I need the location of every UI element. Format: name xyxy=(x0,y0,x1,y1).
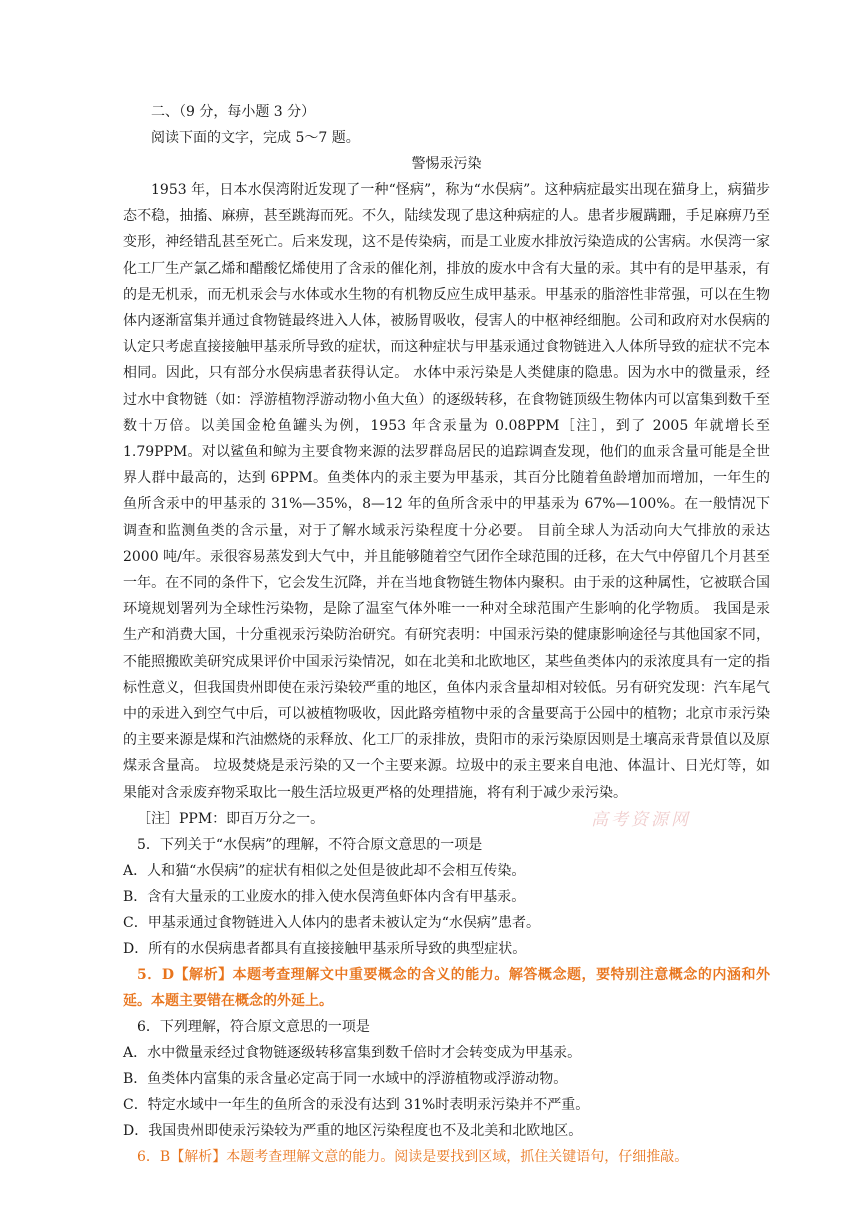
question-6-answer: 6．B【解析】本题考查理解文意的能力。阅读是要找到区域，抓住关键语句，仔细推敲。 xyxy=(137,1148,689,1165)
article-title: 警惕汞污染 xyxy=(411,156,482,172)
question-6-option-d: D．我国贵州即使汞污染较为严重的地区污染程度也不及北美和北欧地区。 xyxy=(123,1122,583,1139)
question-6-option-b: B．鱼类体内富集的汞含量必定高于同一水域中的浮游植物或浮游动物。 xyxy=(123,1070,568,1087)
watermark: 高考资源网 xyxy=(591,810,691,830)
question-5-answer: 5．D【解析】本题考查理解文中重要概念的含义的能力。解答概念题，要特别注意概念的内涵和外延。本题主要错在概念的外延上。 xyxy=(123,966,770,1009)
question-5-option-b: B．含有大量汞的工业废水的排入使水俣湾鱼虾体内含有甲基汞。 xyxy=(123,888,526,905)
question-5-option-d: D．所有的水俣病患者都具有直接接触甲基汞所导致的典型症状。 xyxy=(123,940,527,957)
question-6-stem: 6．下列理解，符合原文意思的一项是 xyxy=(137,1018,370,1035)
footnote: ［注］PPM：即百万分之一。 xyxy=(137,810,325,827)
instruction: 阅读下面的文字，完成 5～7 题。 xyxy=(151,130,360,146)
question-5-option-c: C．甲基汞通过食物链进入人体内的患者未被认定为“水俣病”患者。 xyxy=(123,914,541,931)
document-page xyxy=(123,99,770,1170)
question-6-option-c: C．特定水域中一年生的鱼所含的汞没有达到 31%时表明汞污染并不严重。 xyxy=(123,1096,590,1113)
question-5-stem: 5．下列关于“水俣病”的理解，不符合原文意思的一项是 xyxy=(137,836,483,853)
question-6-option-a: A．水中微量汞经过食物链逐级转移富集到数千倍时才会转变成为甲基汞。 xyxy=(123,1044,582,1061)
article-text: 1953 年，日本水俣湾附近发现了一种“怪病”，称为“水俣病”。这种病症最实出现在猫身上，病猫步态不稳，抽搐、麻痹，甚至跳海而死。不久，陆续发现了患这种病症的人。患者步履蹒跚，手足麻痹乃至变形，神经错乱甚至死亡。后来发现，这不是传染病，而是工业废水排放污染造成的公害病。水俣湾一家化工厂生产氯乙烯和醋酸忆烯使用了含汞的催化剂，排放的废水中含有大量的汞。其中有的是甲基汞，有的是无机汞，而无机汞会与水体或水生物的有机物反应生成甲基汞。甲基汞的脂溶性非常强，可以在生物体内逐渐富集并通过食物链最终进入人体，被肠胃吸收，侵害人的中枢神经细胞。公司和政府对水俣病的认定只考虑直接接触甲基汞所导致的症状，而这种症状与甲基汞通过食物链进入人体所导致的症状不完本相同。因此，只有部分水俣病患者获得认定。 水体中汞污染是人类健康的隐患。因为水中的微量汞，经过水中食物链（如：浮游植物浮游动物小鱼大鱼）的逐级转移，在食物链顶级生物体内可以富集到数千至数十万倍。以美国金枪鱼罐头为例，1953 年含汞量为 0.08PPM［注］，到了 2005 年就增长至 1.79PPM。对以鲨鱼和鲸为主要食物来源的法罗群岛居民的追踪调查发现，他们的血汞含量可能是全世界人群中最高的，达到 6PPM。鱼类体内的汞主要为甲基汞，其百分比随着鱼龄增加而增加，一年生的鱼所含汞中的甲基汞的 31%—35%，8—12 年的鱼所含汞中的甲基汞为 67%—100%。在一般情况下调查和监测鱼类的含示量，对于了解水域汞污染程度十分必要。 目前全球人为活动向大气排放的汞达 2000 吨/年。汞很容易蒸发到大气中，并且能够随着空气团作全球范围的迁移，在大气中停留几个月甚至一年。在不同的条件下，它会发生沉降，并在当地食物链生物体内聚积。由于汞的这种属性，它被联合国环境规划署列为全球性污染物，是除了温室气体外唯一一种对全球范围产生影响的化学物质。 我国是汞生产和消费大国，十分重视汞污染防治研究。有研究表明：中国汞污染的健康影响途径与其他国家不同，不能照搬欧美研究成果评价中国汞污染情况，如在北美和北欧地区，某些鱼类体内的汞浓度具有一定的指标性意义，但我国贵州即使在汞污染较严重的地区，鱼体内汞含量却相对较低。另有研究发现：汽车尾气中的汞进入到空气中后，可以被植物吸收，因此路旁植物中汞的含量要高于公园中的植物；北京市汞污染的主要来源是煤和汽油燃烧的汞释放、化工厂的汞排放，贵阳市的汞污染原因则是土壤高汞背景值以及原煤汞含量高。 垃圾焚烧是汞污染的又一个主要来源。垃圾中的汞主要来自电池、体温计、日光灯等，如果能对含汞废弃物采取比一般生活垃圾更严格的处理措施，将有利于减少汞污染。 xyxy=(123,182,770,801)
section-header: 二、（9 分，每小题 3 分） xyxy=(151,104,316,120)
question-5-option-a: A．人和猫“水俣病”的症状有相似之处但是彼此却不会相互传染。 xyxy=(123,862,526,879)
